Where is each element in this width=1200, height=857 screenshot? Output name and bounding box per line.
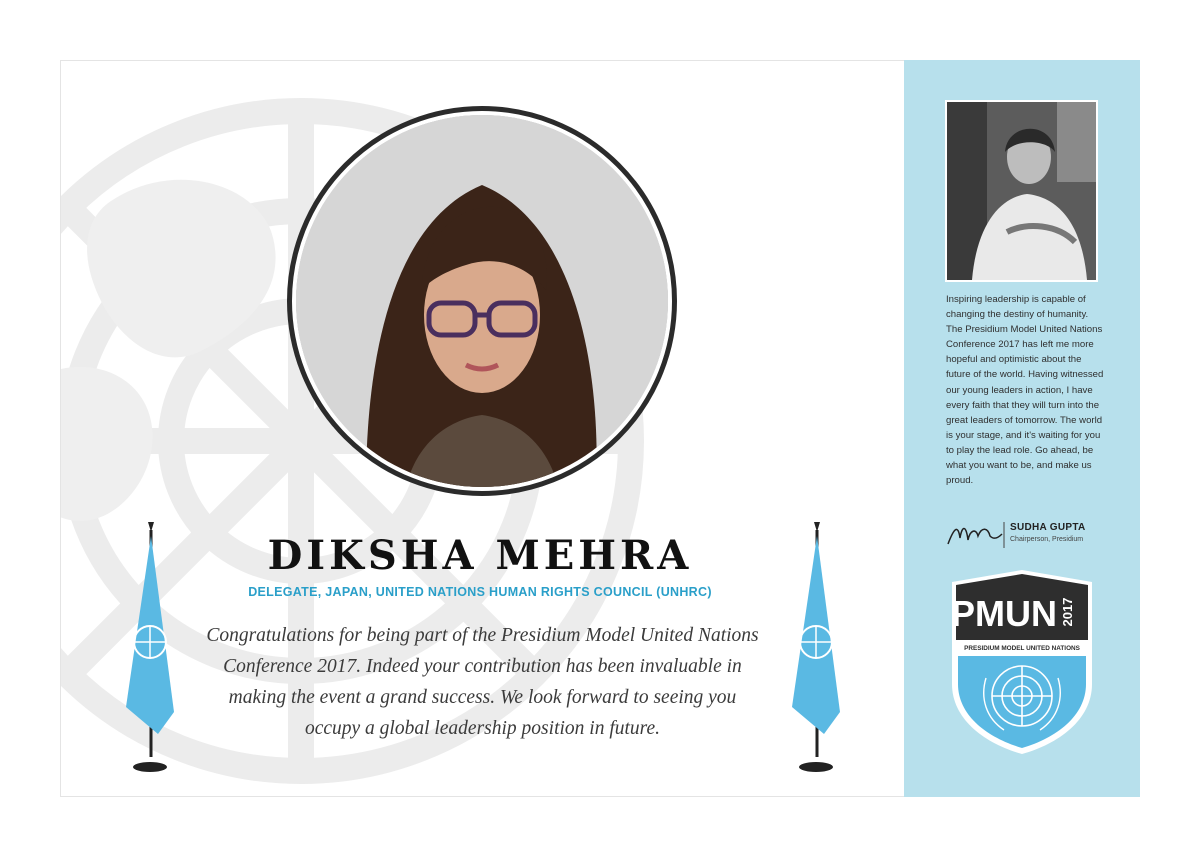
un-flag-icon <box>782 522 852 772</box>
signature-mark <box>946 518 1006 550</box>
signatory-name: SUDHA GUPTA <box>1010 522 1086 533</box>
pmun-badge <box>946 568 1098 756</box>
delegate-name: DIKSHA MEHRA <box>267 532 693 579</box>
badge-acronym: PMUN <box>951 593 1057 634</box>
un-flag-icon <box>116 522 186 772</box>
signatory-title: Chairperson, Presidium <box>1010 536 1084 543</box>
chairperson-quote: Inspiring leadership is capable of changing the destiny of humanity. The Presidium Model United Nations Conference 2017 has left me more hopeful and optimistic about the future of the world. Having witnessed our young leaders in action, I have every faith that they will turn into the great leaders of tomorrow. The world is your stage, and it's waiting for you to play the lead role. Go ahead, be what you want to be, and make us proud. <box>946 294 1104 487</box>
badge-year: 2017 <box>1060 597 1075 627</box>
delegate-role: DELEGATE, JAPAN, UNITED NATIONS HUMAN RIGHTS COUNCIL (UNHRC) <box>248 585 712 599</box>
chairperson-photo <box>945 100 1098 282</box>
congratulation-message: Congratulations for being part of the Presidium Model United Nations Conference 2017. Indeed your contribution has been invaluable in making the event a grand success. We look forward to seeing you occupy a global leadership position in future. <box>206 625 759 739</box>
badge-full-name: PRESIDIUM MODEL UNITED NATIONS <box>964 645 1080 652</box>
delegate-portrait <box>296 115 668 487</box>
